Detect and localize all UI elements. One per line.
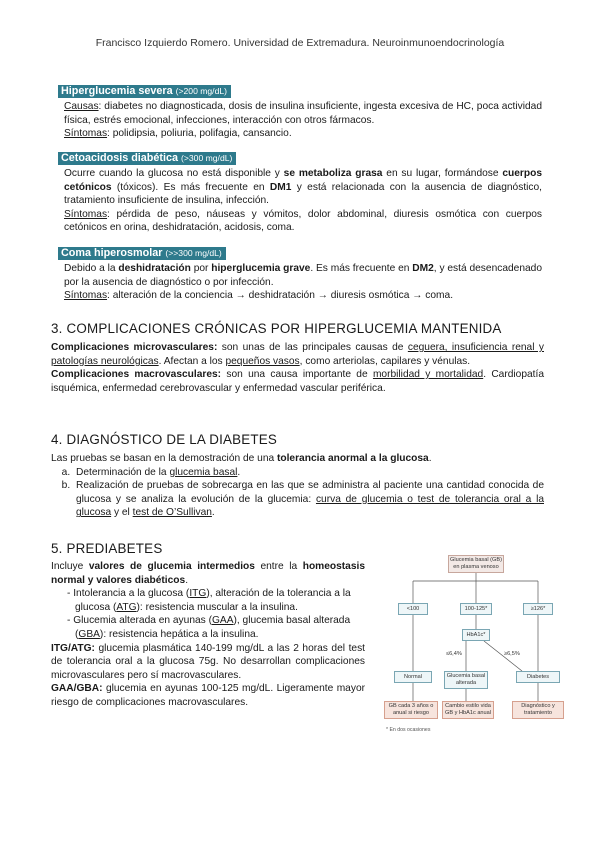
flowchart-ge65-label: ≥6,5%	[504, 651, 520, 657]
bold-text: DM1	[269, 181, 292, 193]
underlined-text: pequeños vasos	[225, 355, 300, 367]
coma-symptoms	[64, 289, 542, 303]
section-4-title: 4. DIAGNÓSTICO DE LA DIABETES	[51, 432, 278, 447]
symptoms-text: : polidipsia, poliuria, polifagia, cansancio.	[107, 128, 292, 140]
text: en su lugar, formándose	[382, 168, 503, 179]
symptoms-label: Síntomas	[64, 208, 108, 220]
gaa-gba-label: GAA/GBA:	[51, 683, 103, 695]
itg-atg-paragraph	[51, 642, 365, 683]
hyperglycemia-causes	[64, 100, 542, 127]
macrovascular-label: Complicaciones macrovasculares:	[51, 369, 222, 381]
text: ), glucemia basal alterada (	[75, 615, 351, 640]
prediabetes-list	[51, 587, 365, 641]
text: .	[428, 453, 432, 464]
coma-description	[64, 262, 542, 289]
hyperglycemia-label-text: Hiperglucemia severa	[61, 85, 173, 97]
text: Debido a la	[64, 263, 119, 274]
bold-text: homeostasis normal y valores diabéticos	[51, 561, 365, 586]
bold-text: valores de glucemia intermedios	[88, 561, 255, 572]
text: son unas de las principales causas de	[217, 342, 408, 353]
text: , y está desencadenado por la ausencia de diagnóstico o por infección.	[64, 263, 542, 288]
underlined-text: morbilidad y mortalidad	[372, 369, 484, 381]
causes-text: : diabetes no diagnosticada, dosis de insulina insuficiente, ingesta excesiva de HC, poca actividad física, estrés emocional, infecciones, interacción con otros fármacos.	[64, 101, 542, 126]
microvascular-paragraph	[51, 341, 544, 368]
text: , como arteriolas, capilares y vénulas.	[299, 355, 471, 367]
ketoacidosis-description	[64, 167, 542, 208]
text: ): resistencia muscular a la insulina.	[136, 601, 298, 613]
underlined-text: curva de glucemia o test de tolerancia oral a la glucosa	[76, 493, 544, 519]
flowchart-lt100-box: <100	[398, 603, 428, 615]
text: glucemia en ayunas 100-125 mg/dL. Ligeramente mayor riesgo de complicaciones macrovasculares.	[51, 683, 365, 708]
diagnosis-item-b	[73, 479, 544, 520]
ketoacidosis-label	[58, 152, 236, 165]
coma-label-text: Coma hiperosmolar	[61, 247, 163, 259]
text: entre la	[254, 561, 303, 572]
bold-text: DM2	[412, 263, 434, 274]
underlined-text: GBA	[78, 628, 100, 640]
prediabetes-item-itg	[59, 587, 365, 614]
underlined-text: GAA	[211, 615, 234, 627]
gaa-gba-paragraph	[51, 682, 365, 709]
hyperglycemia-label-range: (>200 mg/dL)	[175, 86, 227, 96]
prediabetes-flowchart	[376, 545, 576, 740]
hyperglycemia-body	[64, 100, 542, 141]
flowchart-footnote: * En dos ocasiones	[386, 727, 431, 733]
bold-text: cuerpos cetónicos	[64, 168, 542, 193]
text: ): resistencia hepática a la insulina.	[99, 628, 259, 640]
underlined-text: test de O’Sullivan	[132, 507, 212, 519]
flowchart-outcome-diabetes: Diagnóstico y tratamiento	[512, 701, 564, 719]
bold-text: se metaboliza grasa	[283, 168, 383, 179]
bold-text: hiperglucemia grave	[211, 263, 311, 274]
text: por	[190, 263, 212, 274]
diagnosis-list	[51, 466, 544, 520]
symptoms-label: Síntomas	[64, 128, 108, 140]
underlined-text: ITG	[189, 588, 207, 600]
ketoacidosis-symptoms	[64, 208, 542, 235]
section-3-body	[51, 341, 544, 395]
hyperglycemia-symptoms	[64, 127, 542, 141]
section-5-body	[51, 560, 365, 710]
text: Las pruebas se basan en la demostración de una	[51, 453, 277, 464]
ketoacidosis-label-range: (>300 mg/dL)	[181, 153, 233, 163]
section-3-title: 3. COMPLICACIONES CRÓNICAS POR HIPERGLUCEMIA MANTENIDA	[51, 321, 502, 336]
bold-text: deshidratación	[118, 263, 191, 274]
flowchart-hba1c-box: HbA1c*	[462, 629, 490, 641]
page-header: Francisco Izquierdo Romero. Universidad de Extremadura. Neuroinmunoendocrinología	[95, 37, 505, 49]
text: ), alteración de la tolerancia a la glucosa (	[75, 588, 351, 613]
symptoms-text: : pérdida de peso, náuseas y vómitos, dolor abdominal, diuresis osmótica con cuerpos cetónicos en orina, deshidratación, acidosis, coma.	[64, 208, 542, 234]
symptoms-label: Síntomas	[64, 290, 108, 302]
coma-label	[58, 247, 226, 260]
text: Realización de pruebas de sobrecarga en las que se administra al paciente una cantidad conocida de glucosa y se analiza la evolución de la glucemia:	[76, 480, 544, 505]
flowchart-mid-box: 100-125*	[460, 603, 492, 615]
bold-text: tolerancia anormal a la glucosa	[276, 453, 429, 464]
itg-atg-label: ITG/ATG:	[51, 642, 95, 654]
text: Incluye	[51, 561, 89, 572]
text: (tóxicos). Es más frecuente en	[111, 181, 270, 193]
flowchart-gt126-box: ≥126*	[523, 603, 553, 615]
text: .	[211, 507, 215, 519]
text: y el	[111, 507, 133, 519]
underlined-text: ATG	[116, 601, 137, 613]
diagnosis-item-a	[73, 466, 544, 480]
ketoacidosis-body	[64, 167, 542, 235]
underlined-text: ceguera, insuficiencia renal y patologías neurológicas	[51, 342, 544, 367]
text: Determinación de la	[76, 466, 170, 478]
symptoms-text: : alteración de la conciencia → deshidratación → diuresis osmótica → coma.	[107, 290, 454, 302]
text: glucemia plasmática 140-199 mg/dL a las 2 horas del test de tolerancia oral a la glucosa 75g. No desarrollan complicaciones microvasculares pero sí macrovasculares.	[51, 642, 365, 681]
coma-body	[64, 262, 542, 303]
diagnosis-intro	[51, 452, 544, 466]
causes-label: Causas	[64, 101, 99, 112]
section-4-body	[51, 452, 544, 520]
flowchart-diabetes-box: Diabetes	[516, 671, 560, 683]
text: .	[237, 466, 241, 478]
section-5-title: 5. PREDIABETES	[51, 541, 163, 556]
text: y está relacionada con la ausencia de diagnóstico, tratamiento insuficiente de insulina, infección.	[64, 181, 542, 207]
ketoacidosis-label-text: Cetoacidosis diabética	[61, 152, 179, 164]
text: son una causa importante de	[221, 369, 373, 381]
prediabetes-intro	[51, 560, 365, 587]
flowchart-outcome-alterada: Cambio estilo vida GB y HbA1c anual	[442, 701, 494, 719]
microvascular-label: Complicaciones microvasculares:	[51, 342, 218, 353]
hyperglycemia-label	[58, 85, 231, 98]
flowchart-le64-label: ≤6,4%	[446, 651, 462, 657]
text: . Es más frecuente en	[310, 263, 413, 274]
macrovascular-paragraph	[51, 368, 544, 395]
text: . Afectan a los	[158, 355, 226, 367]
text: . Cardiopatía isquémica, enfermedad cerebrovascular y enfermedad vascular periférica.	[51, 369, 544, 394]
flowchart-outcome-normal: GB cada 3 años o anual si riesgo	[384, 701, 438, 719]
flowchart-top-box: Glucemia basal (GB) en plasma venoso	[448, 555, 504, 573]
text: - Glucemia alterada en ayunas (	[67, 615, 212, 627]
text: - Intolerancia a la glucosa (	[67, 588, 190, 600]
text: Ocurre cuando la glucosa no está disponible y	[64, 168, 284, 179]
underlined-text: glucemia basal	[169, 466, 238, 478]
prediabetes-item-gaa	[59, 614, 365, 641]
flowchart-alterada-box: Glucemia basal alterada	[444, 671, 488, 689]
coma-label-range: (>>300 mg/dL)	[165, 248, 222, 258]
flowchart-normal-box: Normal	[394, 671, 432, 683]
text: .	[185, 574, 189, 586]
